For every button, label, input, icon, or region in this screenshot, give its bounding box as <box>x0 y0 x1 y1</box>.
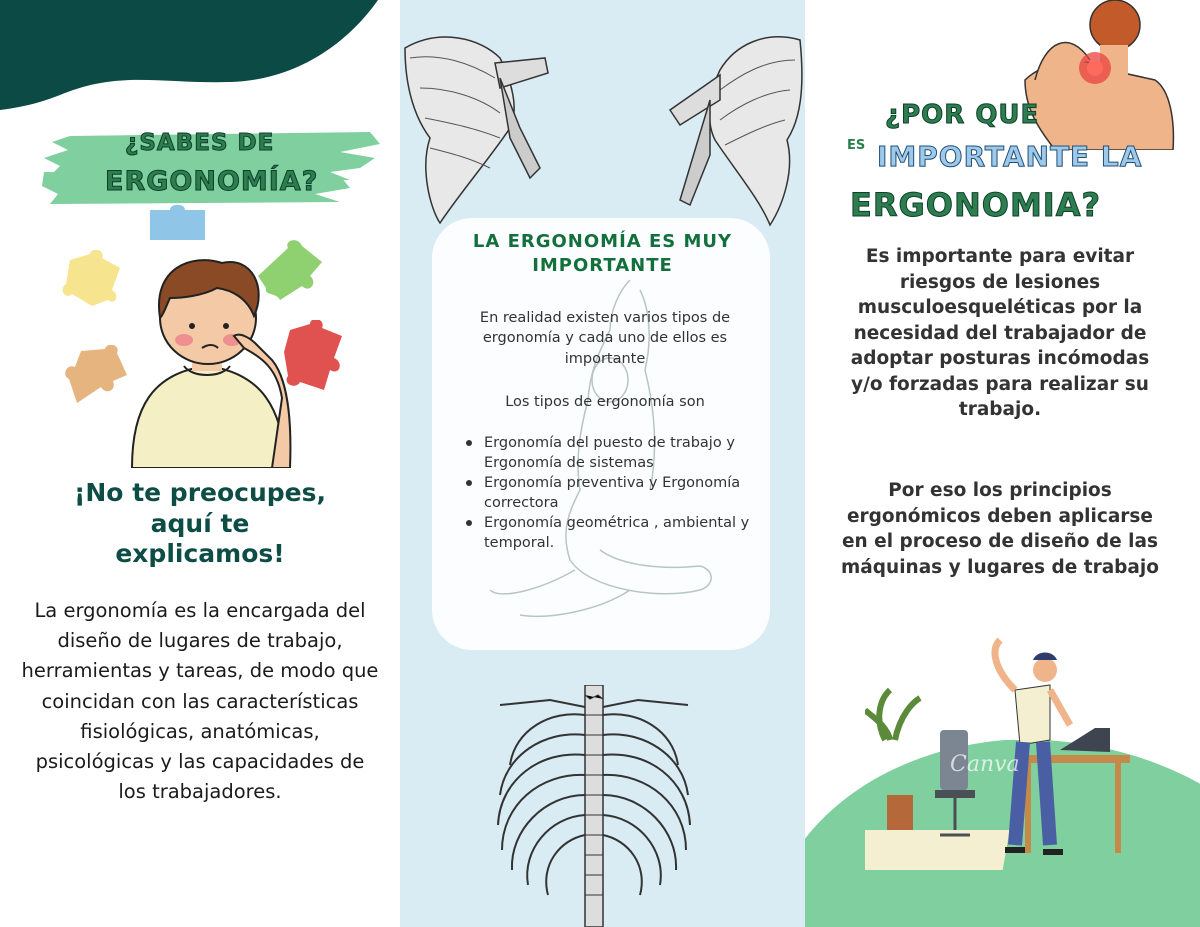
bullet-icon <box>466 520 472 526</box>
list-item <box>466 473 751 513</box>
rib-cage-illustration <box>490 685 700 927</box>
puzzle-piece-icon <box>62 250 128 310</box>
left-subhead-line3: explicamos! <box>115 539 285 568</box>
left-title-line2: ERGONOMÍA? <box>105 166 319 197</box>
list-item <box>466 433 751 473</box>
middle-panel <box>400 0 805 927</box>
bullet-icon <box>466 480 472 486</box>
mid-types-heading: Los tipos de ergonomía son <box>505 394 705 410</box>
right-body-text-2: Por eso los principios ergonómicos deben aplicarse en el proceso de diseño de las máquinas y lugares de trabajo <box>841 480 1159 578</box>
list-item-text: Ergonomía preventiva y Ergonomía correctora <box>484 475 741 511</box>
list-item <box>466 513 751 553</box>
ergonomics-types-list <box>466 433 751 553</box>
left-subhead-line2: aquí te <box>150 508 250 538</box>
shoulder-bone-illustration <box>400 18 550 228</box>
right-body-text-1: Es importante para evitar riesgos de lesiones musculoesqueléticas por la necesidad del trabajador de adoptar posturas incómodas y/o forzadas para realizar su trabajo. <box>850 246 1150 421</box>
left-body-text: La ergonomía es la encargada del diseño de lugares de trabajo, herramientas y tareas, de modo que coincidan con las características fisiológicas, anatómicas, psicológicas y las capacidades de los trabajadores. <box>21 599 379 804</box>
right-panel <box>805 0 1200 927</box>
left-panel <box>0 0 400 927</box>
mid-title-line2: IMPORTANTE <box>532 255 673 277</box>
right-title-es: ES <box>847 138 866 153</box>
mid-intro-text: En realidad existen varios tipos de ergonomía y cada uno de ellos es importante <box>479 310 731 367</box>
bullet-icon <box>466 440 472 446</box>
puzzle-piece-icon <box>145 205 215 245</box>
left-subhead-line1: ¡No te preocupes, <box>73 478 326 507</box>
right-title-part3: ERGONOMIA? <box>850 186 1102 224</box>
mid-title-line1: LA ERGONOMÍA ES MUY <box>472 231 733 252</box>
left-subhead <box>30 478 370 570</box>
left-title-line1: ¿SABES DE <box>125 130 275 156</box>
left-title-brush <box>40 128 390 208</box>
canva-watermark: Canva <box>950 752 1020 777</box>
mid-title <box>440 230 765 279</box>
shoulder-bone-illustration <box>665 30 805 230</box>
right-title-part1: ¿POR QUE <box>885 100 1040 130</box>
list-item-text: Ergonomía del puesto de trabajo y Ergonomía de sistemas <box>484 435 735 471</box>
top-wave-shape <box>0 0 400 120</box>
right-title-part2: IMPORTANTE LA <box>877 140 1143 173</box>
thinking-boy-illustration <box>122 248 292 468</box>
list-item-text: Ergonomía geométrica , ambiental y temporal. <box>484 515 750 551</box>
